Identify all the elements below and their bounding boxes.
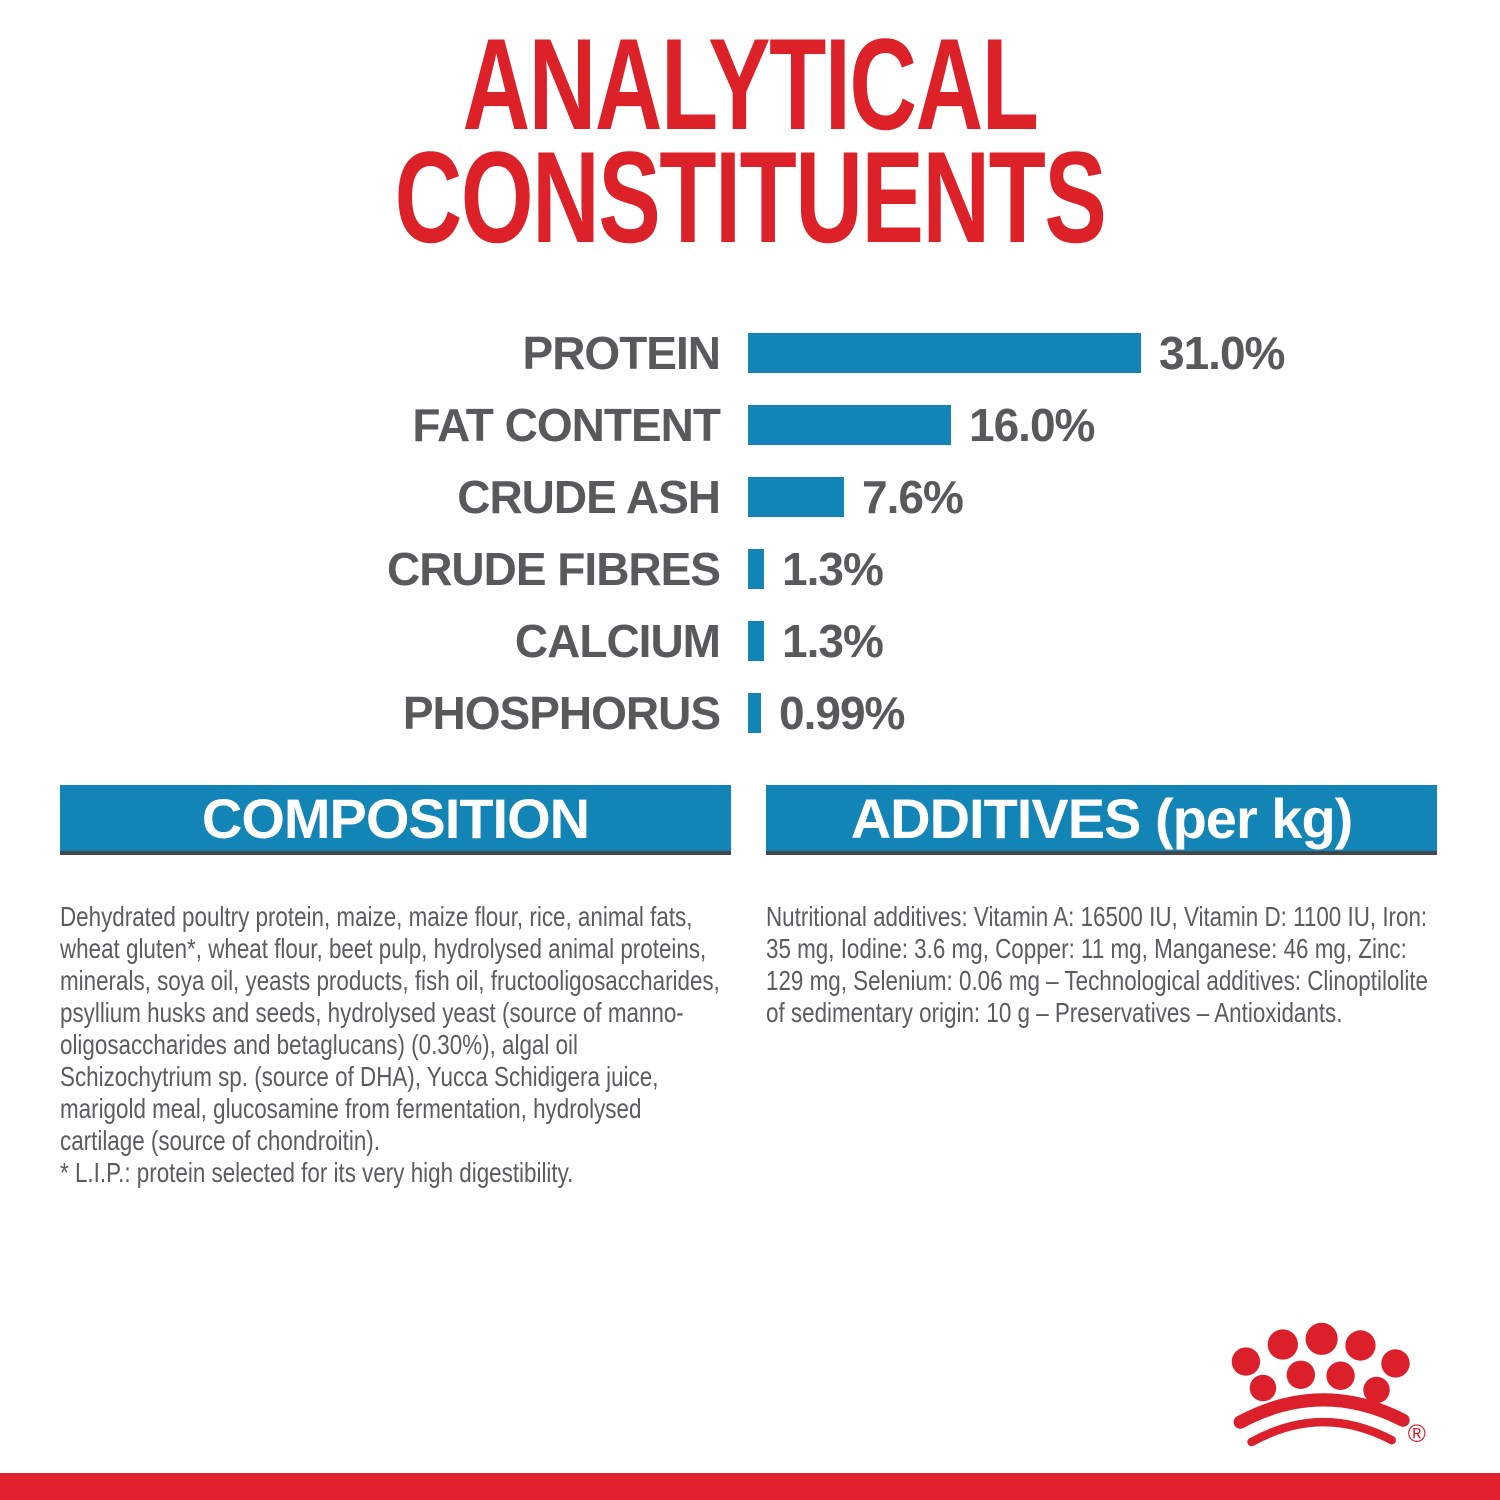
royal-canin-crown-icon	[1228, 1318, 1438, 1460]
additives-header-label: ADDITIVES (per kg)	[850, 786, 1353, 850]
analytical-chart	[0, 327, 1500, 765]
composition-footnote: * L.I.P.: protein selected for its very high digestibility.	[60, 1157, 574, 1188]
chart-category-label: CRUDE ASH	[457, 471, 720, 523]
crown-gem	[1345, 1330, 1375, 1360]
crown-gem	[1250, 1375, 1277, 1402]
chart-row	[0, 399, 1500, 451]
page-title-line2: CONSTITUENTS	[394, 124, 1106, 270]
chart-bar	[748, 405, 951, 445]
chart-value-label: 7.6%	[862, 471, 963, 523]
composition-text: Dehydrated poultry protein, maize, maize flour, rice, animal fats, wheat gluten*, wheat flour, beet pulp, hydrolysed animal proteins, minerals, soya oil, yeasts products, fish oil, fructooligosaccharides, psyllium husks and seeds, hydrolysed yeast (source of manno-oligosaccharides and betaglucans) (0.30%), algal oil Schizochytrium sp. (source of DHA), Yucca Schidigera juice, marigold meal, glucosamine from fermentation, hydrolysed cartilage (source of chondroitin).	[60, 901, 720, 1156]
chart-row	[0, 687, 1500, 739]
chart-row	[0, 615, 1500, 667]
page-title	[0, 11, 1500, 270]
chart-bar	[748, 477, 844, 517]
crown-gem	[1268, 1329, 1298, 1359]
bottom-red-band	[0, 1473, 1500, 1500]
chart-category-label: CALCIUM	[514, 615, 720, 667]
crown-band-thin	[1252, 1422, 1392, 1442]
chart-bar	[748, 549, 764, 589]
crown-gem	[1232, 1347, 1260, 1375]
chart-row	[0, 543, 1500, 595]
chart-value-label: 0.99%	[779, 687, 905, 739]
additives-body	[766, 901, 1438, 1029]
crown-gem	[1326, 1362, 1354, 1390]
additives-header	[766, 785, 1437, 855]
chart-value-label: 16.0%	[969, 399, 1095, 451]
chart-row	[0, 327, 1500, 379]
page-title-line1: ANALYTICAL	[462, 11, 1038, 157]
additives-text: Nutritional additives: Vitamin A: 16500 IU, Vitamin D: 1100 IU, Iron: 35 mg, Iodine: 3.6 mg, Copper: 11 mg, Manganese: 46 mg, Zinc: 129 mg, Selenium: 0.06 mg – Technological additives: Clinoptilolite of sedimentary origin: 10 g – Preservatives – Antioxidants.	[766, 901, 1429, 1028]
crown-gem	[1381, 1349, 1409, 1377]
crown-gem	[1287, 1361, 1315, 1389]
chart-value-label: 1.3%	[782, 543, 883, 595]
additives-section	[766, 785, 1437, 1029]
chart-category-label: PHOSPHORUS	[402, 687, 720, 739]
chart-value-label: 1.3%	[782, 615, 883, 667]
crown-gem	[1306, 1323, 1338, 1355]
chart-row	[0, 471, 1500, 523]
chart-category-label: PROTEIN	[522, 327, 720, 379]
chart-bar	[748, 333, 1141, 373]
composition-body	[60, 901, 732, 1189]
composition-header-label: COMPOSITION	[201, 786, 590, 850]
chart-category-label: CRUDE FIBRES	[386, 543, 720, 595]
registered-trademark-symbol: ®	[1407, 1421, 1426, 1449]
chart-value-label: 31.0%	[1159, 327, 1285, 379]
chart-bar	[748, 693, 761, 733]
chart-category-label: FAT CONTENT	[412, 399, 720, 451]
chart-bar	[748, 621, 764, 661]
composition-section	[60, 785, 731, 1189]
composition-header	[60, 785, 731, 855]
